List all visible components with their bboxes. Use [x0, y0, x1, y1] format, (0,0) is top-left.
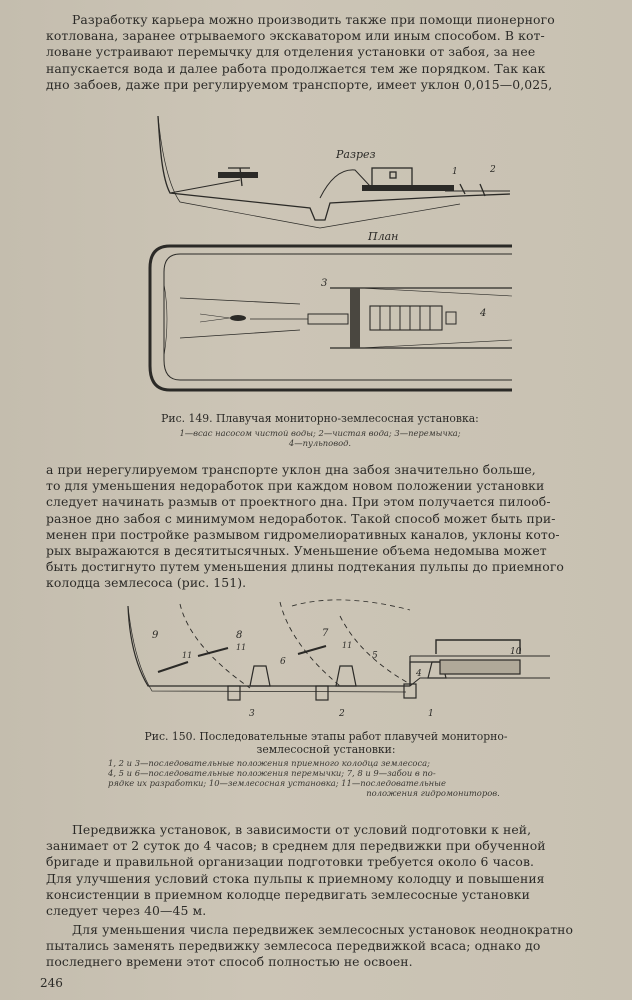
fig150-number-2: 2 — [339, 709, 345, 719]
fig150-number-11c: 11 — [342, 641, 353, 650]
figure-149-plan — [150, 246, 512, 390]
text-line: следует начинать размыв от проектного дна. При этом получается пилооб- — [46, 494, 551, 510]
fig150-number-10: 10 — [510, 647, 522, 657]
caption-line: землесосной установки: — [256, 743, 396, 756]
text-line: Передвижка установок, в зависимости от условий подготовки к ней, — [72, 822, 532, 837]
paragraph-1 — [46, 12, 611, 93]
legend-line: 4, 5 и 6—последовательные положения перемычки; 7, 8 и 9—забои в по- — [108, 768, 436, 778]
text-line: быть достигнуто путем уменьшения длины подтекания пульпы до приемного — [46, 559, 564, 575]
fig150-number-3: 3 — [249, 709, 255, 719]
text-line: бригаде и правильной организации подготовки требуется около 6 часов. — [46, 854, 535, 870]
page-number: 246 — [40, 976, 63, 990]
text-line: пытались заменять передвижку землесоса передвижкой всаса; однако до — [46, 938, 541, 954]
text-line: следует через 40—45 м. — [46, 903, 207, 919]
text-line: то для уменьшения недоработок при каждом новом положении установки — [46, 478, 545, 494]
fig149-number-2: 2 — [490, 165, 496, 175]
paragraph-4 — [46, 922, 611, 971]
legend-line: положения гидромониторов. — [366, 788, 500, 798]
text-line: а при нерегулируемом транспорте уклон дна забоя значительно больше, — [46, 462, 536, 477]
text-line: дно забоев, даже при регулируемом транспорте, имеет уклон 0,015—0,025, — [46, 76, 553, 92]
figure-150-title — [96, 730, 556, 756]
figure-149-legend — [110, 428, 530, 448]
fig150-number-11a: 11 — [182, 651, 193, 660]
fig150-number-1: 1 — [428, 709, 434, 719]
fig149-number-3: 3 — [321, 278, 328, 289]
paragraph-2 — [46, 462, 611, 592]
figure-150-legend — [108, 758, 558, 798]
fig150-number-8: 8 — [236, 630, 243, 641]
text-line: колодца землесоса (рис. 151). — [46, 575, 247, 591]
fig150-number-7: 7 — [322, 628, 329, 639]
fig150-number-11b: 11 — [236, 643, 247, 652]
caption-line: Рис. 150. Последовательные этапы работ плавучей мониторно- — [144, 730, 508, 743]
text-line: котлована, заранее отрываемого экскаватором или иным способом. В кот- — [46, 28, 545, 44]
section-label: Разрез — [336, 148, 376, 161]
fig150-number-4: 4 — [416, 669, 422, 679]
fig150-number-9: 9 — [152, 630, 159, 641]
legend-line: 4—пульповод. — [288, 438, 352, 448]
text-line: ловане устраивают перемычку для отделения установки от забоя, за нее — [46, 44, 536, 60]
text-line: разное дно забоя с минимумом недоработок. Такой способ может быть при- — [46, 510, 556, 526]
text-line: менен при постройке размывом гидромелиоративных каналов, уклоны кото- — [46, 526, 560, 542]
text-line: консистенции в приемном колодце передвигать землесосные установки — [46, 886, 530, 902]
text-line: Разработку карьера можно производить также при помощи пионерного — [72, 12, 555, 27]
fig150-number-5: 5 — [372, 651, 378, 661]
plan-label: План — [368, 230, 399, 243]
fig149-number-4: 4 — [480, 308, 487, 319]
legend-line: рядке их разработки; 10—землесосная установка; 11—последовательные — [108, 778, 446, 788]
figure-149-drawing — [140, 108, 520, 398]
text-line: последнего времени этот способ полностью не освоен. — [46, 954, 413, 970]
text-line: Для улучшения условий стока пульпы к приемному колодцу и повышения — [46, 870, 545, 886]
figure-149-title: Рис. 149. Плавучая мониторно-землесосная установка: — [161, 412, 479, 425]
text-line: рых выражаются в десятитысячных. Уменьшение объема недомыва может — [46, 543, 547, 559]
text-line: занимает от 2 суток до 4 часов; в среднем для передвижки при обученной — [46, 838, 546, 854]
paragraph-3 — [46, 822, 611, 919]
text-line: Для уменьшения числа передвижек землесосных установок неоднократно — [72, 922, 574, 937]
fig149-number-1: 1 — [452, 167, 458, 177]
figure-150-drawing — [110, 596, 550, 726]
fig150-number-6: 6 — [280, 657, 286, 667]
legend-line: 1—всас насосом чистой воды; 2—чистая вода; 3—перемычка; — [179, 428, 461, 438]
legend-line: 1, 2 и 3—последовательные положения приемного колодца землесоса; — [108, 758, 430, 768]
text-line: напускается вода и далее работа продолжается тем же порядком. Так как — [46, 60, 546, 76]
